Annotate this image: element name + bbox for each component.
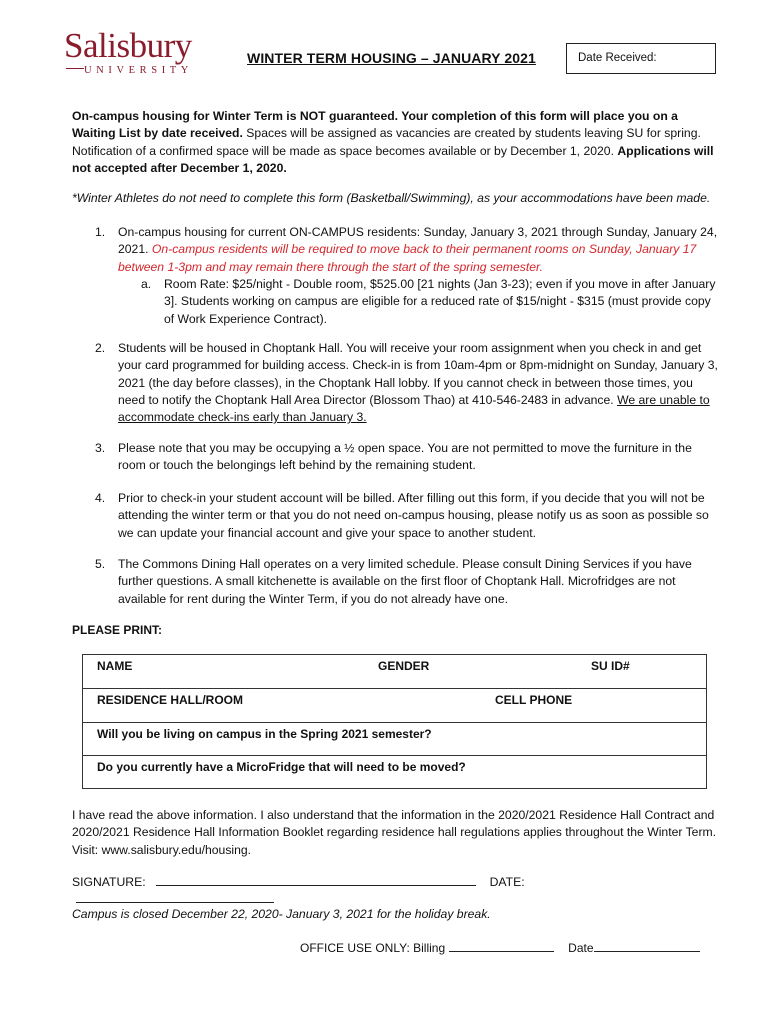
spring-question-cell[interactable] <box>83 723 707 756</box>
intro-deadline: Applications will not accepted after December 1, 2020. <box>72 143 714 175</box>
form-row <box>83 689 707 723</box>
item-text: The Commons Dining Hall operates on a very limited schedule. Please consult Dining Services if you have further questions. A small kitchenette is available on the first floor of Choptank Hall. Microfridges are not available for rent during the Winter Term, if you do not already have one. <box>118 557 692 606</box>
page-title: WINTER TERM HOUSING – JANUARY 2021 <box>247 50 536 66</box>
item-number: 1. <box>95 225 106 239</box>
item-number: 3. <box>95 441 106 455</box>
intro-paragraph <box>72 108 720 177</box>
intro-body: Spaces will be assigned as vacancies are created by students leaving SU for spring. Notification of a confirmed space will be made as space becomes available or by December 1, 2020. <box>72 126 701 158</box>
item-number: 5. <box>95 557 106 571</box>
list-item <box>72 340 722 427</box>
list-item <box>72 556 722 608</box>
item-text: On-campus housing for current ON-CAMPUS residents: Sunday, January 3, 2021 through Sunday, January 24, 2021. <box>118 225 718 257</box>
logo-rule <box>66 68 84 69</box>
fridge-question-label: Do you currently have a MicroFridge that will need to be moved? <box>97 760 466 774</box>
billing-line[interactable] <box>449 940 554 952</box>
date-label: DATE: <box>489 875 525 889</box>
signature-line[interactable] <box>156 874 476 886</box>
name-label: NAME <box>97 659 133 673</box>
list-item <box>72 490 722 542</box>
form-row <box>83 723 707 756</box>
item-text: Please note that you may be occupying a ½ open space. You are not permitted to move the furniture in the room or touch the belongings left behind by the remaining student. <box>118 441 692 473</box>
gender-label: GENDER <box>378 659 430 673</box>
please-print-label: PLEASE PRINT: <box>72 623 163 637</box>
date-received-label: Date Received: <box>578 52 657 64</box>
acknowledgement-paragraph: I have read the above information. I also understand that the information in the 2020/2021 Residence Hall Contract and 2020/2021 Residence Hall Information Booklet regarding residence hall regulations applies throughout the Winter Term. Visit: www.salisbury.edu/housing. <box>72 808 717 857</box>
signature-label: SIGNATURE: <box>72 875 146 889</box>
residence-label: RESIDENCE HALL/ROOM <box>97 693 244 707</box>
fridge-question-cell[interactable] <box>83 756 707 789</box>
date-received-box <box>566 43 716 74</box>
su-id-label: SU ID# <box>591 659 630 673</box>
item-text: Prior to check-in your student account will be billed. After filling out this form, if you decide that you will not be attending the winter term or that you do not need on-campus housing, please notify us as soon as possible so we can update your financial account and give your space to another student. <box>118 491 709 540</box>
office-use-row <box>300 940 700 957</box>
form-row <box>83 655 707 689</box>
item-number: 2. <box>95 341 106 355</box>
cell-phone-label: CELL PHONE <box>495 693 573 707</box>
athlete-note: *Winter Athletes do not need to complete this form (Basketball/Swimming), as your accommodations have been made. <box>72 191 711 205</box>
list-item <box>72 440 722 475</box>
office-date-line[interactable] <box>594 940 700 952</box>
name-cell[interactable] <box>83 655 707 689</box>
student-info-form <box>82 654 707 789</box>
campus-closed-note: Campus is closed December 22, 2020- January 3, 2021 for the holiday break. <box>72 907 491 921</box>
sub-item <box>118 276 722 328</box>
date-line[interactable] <box>76 891 274 903</box>
spring-question-label: Will you be living on campus in the Spring 2021 semester? <box>97 727 432 741</box>
item-text: Students will be housed in Choptank Hall. You will receive your room assignment when you check in and get your card programmed for building access. Check-in is from 10am-4pm or 8pm-midnight on Sunday, January 3, 2021 (the day before classes), in the Choptank Hall lobby. If you cannot check in between those times, you need to notify the Choptank Hall Area Director (Blossom Thao) at 410-546-2483 in advance. <box>118 341 718 407</box>
intro-bold-lead: On-campus housing for Winter Term is NOT guaranteed. Your completion of this form will place you on a Waiting List by date received. <box>72 109 678 141</box>
item-underlined-text: We are unable to accommodate check-ins early than January 3. <box>118 392 710 425</box>
office-billing-label: OFFICE USE ONLY: Billing <box>300 941 446 955</box>
list-item <box>72 224 722 328</box>
salisbury-logo <box>64 28 214 78</box>
sub-item-text: Room Rate: $25/night - Double room, $525.00 [21 nights (Jan 3-23); even if you move in after January 3]. Students working on campus are eligible for a reduced rate of $15/night - $315 (must provide copy of Work Experience Contract). <box>164 276 716 326</box>
item-red-notice: On-campus residents will be required to move back to their permanent rooms on Sunday, January 17 between 1-3pm and may remain there through the start of the spring semester. <box>118 242 697 274</box>
logo-subtitle: UNIVERSITY <box>84 65 193 76</box>
residence-cell[interactable] <box>83 689 707 723</box>
item-number: 4. <box>95 491 106 505</box>
signature-row <box>72 874 720 909</box>
office-date-label: Date <box>568 941 594 955</box>
form-row <box>83 756 707 789</box>
sub-item-letter: a. <box>141 276 152 291</box>
logo-wordmark: Salisbury <box>64 26 192 65</box>
